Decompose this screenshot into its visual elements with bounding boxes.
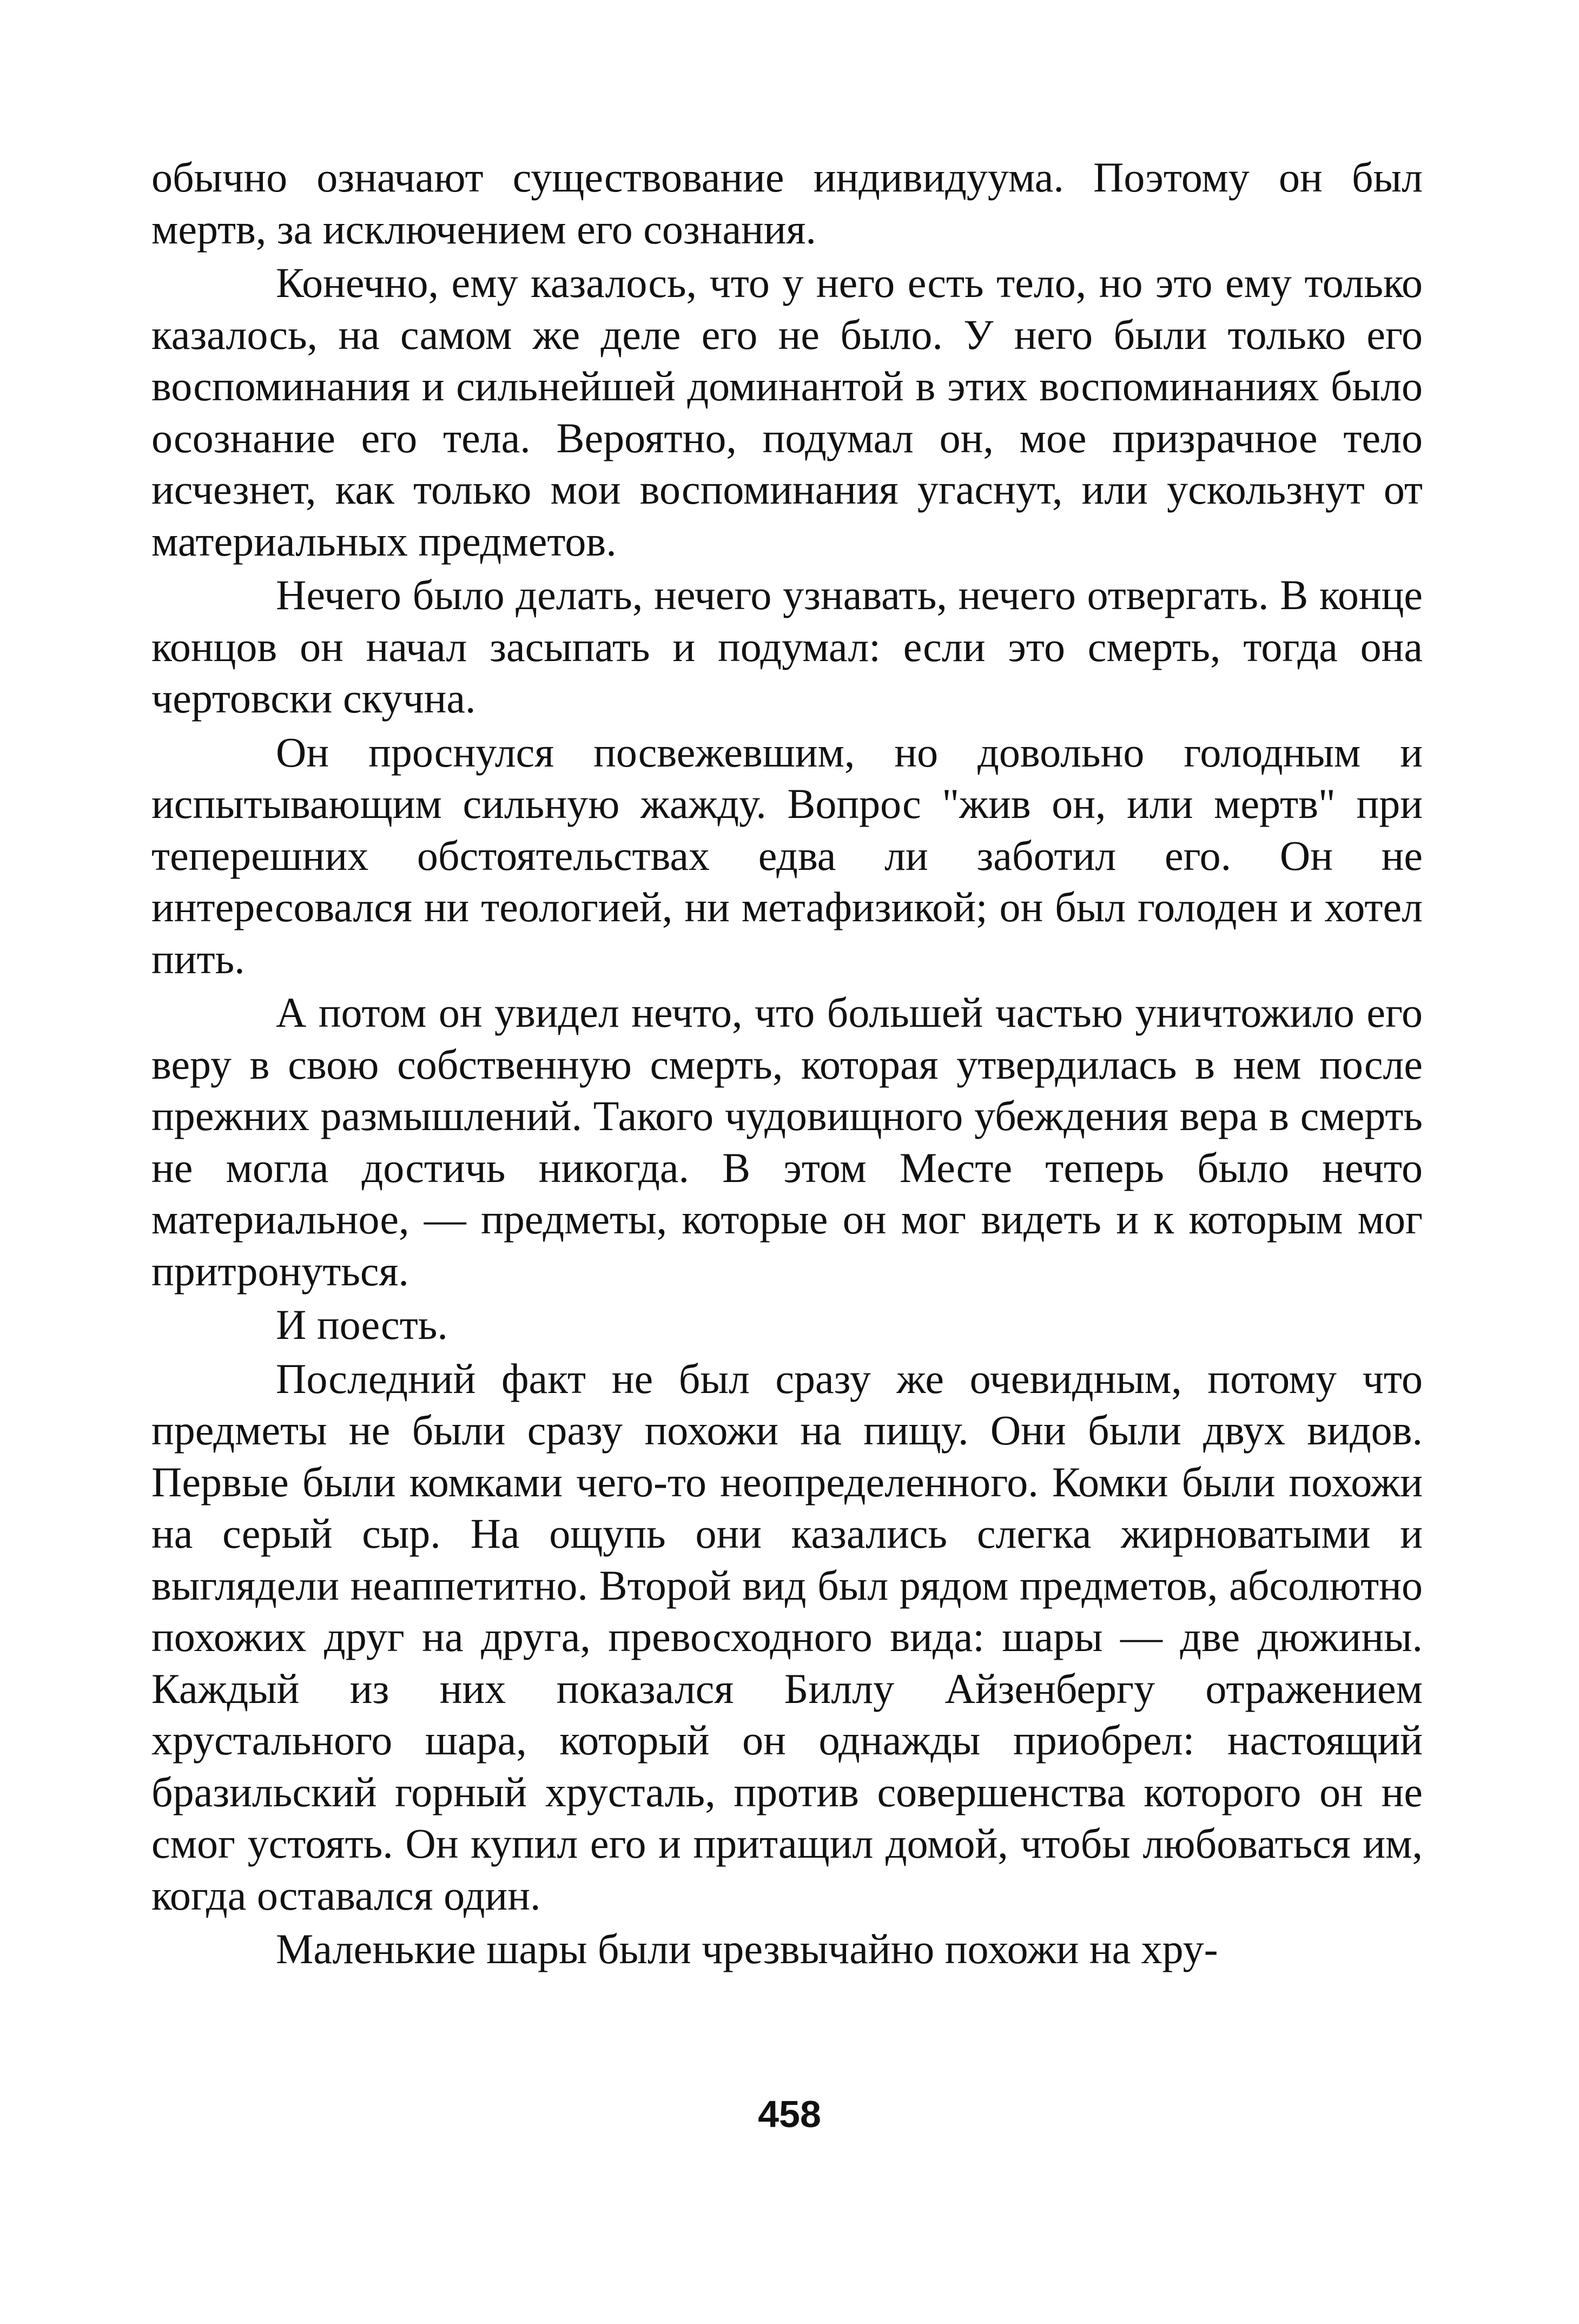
paragraph-6: И поесть. xyxy=(276,1301,448,1348)
paragraph-8: Маленькие шары были чрезвычайно похожи на хру- xyxy=(276,1925,1218,1972)
paragraph-2: Конечно, ему казалось, что у него есть тело, но это ему только казалось, на самом же деле его не было. У него были только его воспоминания и сильнейшей доминантой в этих воспоминаниях было осознание его тела. Вероятно, подумал он, мое призрачное тело исчезнет, как только мои воспоминания угаснут, или ускользнут от материальных предметов. xyxy=(151,259,1423,565)
paragraph-3: Нечего было делать, нечего узнавать, нечего отвергать. В конце концов он начал засыпать и подумал: если это смерть, тогда она чертовски скучна. xyxy=(151,571,1423,722)
paragraph-1: обычно означают существование индивидуума. Поэтому он был мертв, за исключением его сознания. xyxy=(151,154,1423,253)
paragraph-5: А потом он увидел нечто, что большей частью уничтожило его веру в свою собственную смерть, которая утвердилась в нем после прежних размышлений. Такого чудовищного убеждения вера в смерть не могла достичь никогда. В этом Месте теперь было нечто материальное, — предметы, которые он мог видеть и к которым мог притронуться. xyxy=(151,989,1423,1295)
paragraph-7: Последний факт не был сразу же очевидным, потому что предметы не были сразу похожи на пищу. Они были двух видов. Первые были комками чего-то неопределенного. Комки были похожи на серый сыр. На ощупь они казались слегка жирноватыми и выглядели неаппетитно. Второй вид был рядом предметов, абсолютно похожих друг на друга, превосходного вида: шары — две дюжины. Каждый из них показался Биллу Айзенбергу отражением хрустального шара, который он однажды приобрел: настоящий бразильский горный хрусталь, против совершенства которого он не смог устоять. Он купил его и притащил домой, чтобы любоваться им, когда оставался один. xyxy=(151,1355,1423,1919)
page-body xyxy=(151,151,1423,1975)
page-number: 458 xyxy=(758,2093,821,2135)
paragraph-4: Он проснулся посвежевшим, но довольно голодным и испытывающим сильную жажду. Вопрос "жив он, или мертв" при теперешних обстоятельствах едва ли заботил его. Он не интересовался ни теологией, ни метафизикой; он был голоден и хотел пить. xyxy=(151,728,1423,982)
